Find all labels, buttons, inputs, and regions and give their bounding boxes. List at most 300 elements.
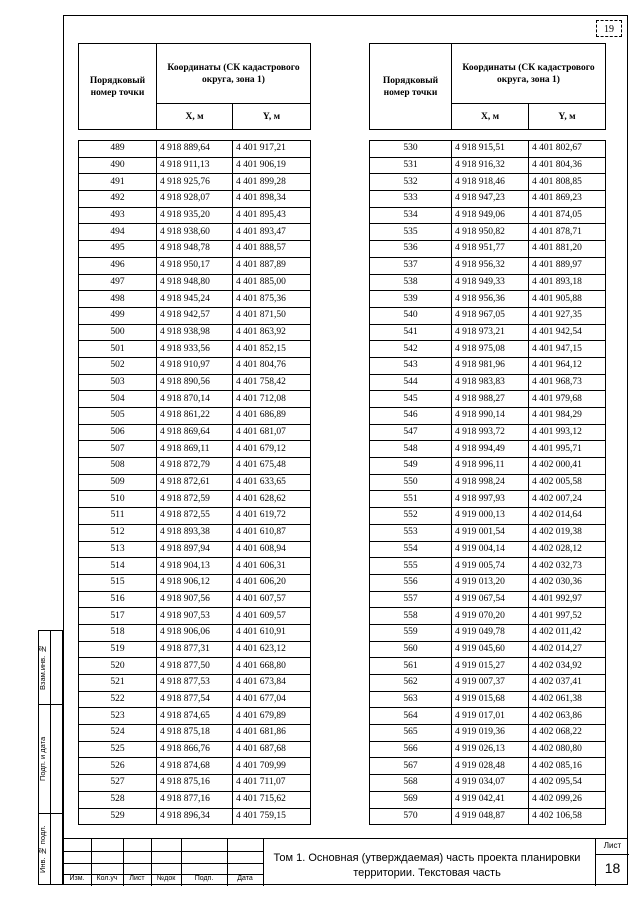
- point-number-cell: 531: [370, 157, 452, 174]
- point-number-cell: 569: [370, 791, 452, 808]
- point-number-cell: 555: [370, 558, 452, 575]
- col-list: Лист: [129, 875, 145, 882]
- x-cell: 4 918 988,27: [452, 391, 529, 408]
- x-cell: 4 918 956,36: [452, 291, 529, 308]
- table-row: [370, 207, 606, 224]
- table-row: [79, 357, 311, 374]
- x-cell: 4 918 890,56: [157, 374, 233, 391]
- table-row: [79, 791, 311, 808]
- x-cell: 4 918 928,07: [157, 191, 233, 208]
- point-number-cell: 557: [370, 591, 452, 608]
- table-row: [79, 691, 311, 708]
- x-cell: 4 918 869,64: [157, 424, 233, 441]
- x-cell: 4 918 907,53: [157, 608, 233, 625]
- label-vzam-inv: Взам.инв. №: [38, 644, 47, 691]
- point-number-cell: 558: [370, 608, 452, 625]
- header-x: X, м: [157, 104, 233, 130]
- point-number-cell: 534: [370, 207, 452, 224]
- x-cell: 4 918 949,33: [452, 274, 529, 291]
- x-cell: 4 918 993,72: [452, 424, 529, 441]
- x-cell: 4 918 911,13: [157, 157, 233, 174]
- y-cell: 4 401 968,73: [529, 374, 606, 391]
- y-cell: 4 401 979,68: [529, 391, 606, 408]
- y-cell: 4 401 906,19: [233, 157, 311, 174]
- point-number-cell: 528: [79, 791, 157, 808]
- point-number-cell: 515: [79, 574, 157, 591]
- x-cell: 4 918 893,38: [157, 524, 233, 541]
- x-cell: 4 918 877,50: [157, 658, 233, 675]
- point-number-cell: 509: [79, 474, 157, 491]
- y-cell: 4 401 917,21: [233, 141, 311, 158]
- y-cell: 4 401 881,20: [529, 241, 606, 258]
- x-cell: 4 918 975,08: [452, 341, 529, 358]
- table-row: [370, 691, 606, 708]
- header-coordinates: Координаты (СК кадастрового округа, зона 1): [157, 44, 311, 104]
- x-cell: 4 918 874,65: [157, 708, 233, 725]
- y-cell: 4 402 007,24: [529, 491, 606, 508]
- point-number-cell: 519: [79, 641, 157, 658]
- table-row: [79, 424, 311, 441]
- point-number-cell: 538: [370, 274, 452, 291]
- x-cell: 4 919 005,74: [452, 558, 529, 575]
- x-cell: 4 918 938,60: [157, 224, 233, 241]
- table-row: [370, 441, 606, 458]
- point-number-cell: 502: [79, 357, 157, 374]
- point-number-cell: 537: [370, 257, 452, 274]
- col-ndok: №док: [156, 875, 176, 882]
- point-number-cell: 497: [79, 274, 157, 291]
- point-number-cell: 565: [370, 725, 452, 742]
- point-number-cell: 506: [79, 424, 157, 441]
- x-cell: 4 919 048,87: [452, 808, 529, 825]
- x-cell: 4 918 935,20: [157, 207, 233, 224]
- point-number-cell: 549: [370, 458, 452, 475]
- y-cell: 4 401 992,97: [529, 591, 606, 608]
- x-cell: 4 919 015,27: [452, 658, 529, 675]
- x-cell: 4 919 004,14: [452, 541, 529, 558]
- point-number-cell: 527: [79, 775, 157, 792]
- x-cell: 4 918 906,12: [157, 574, 233, 591]
- table-row: [370, 725, 606, 742]
- point-number-cell: 516: [79, 591, 157, 608]
- point-number-cell: 566: [370, 741, 452, 758]
- x-cell: 4 918 996,11: [452, 458, 529, 475]
- table-row: [79, 574, 311, 591]
- table-row: [79, 741, 311, 758]
- y-cell: 4 401 893,47: [233, 224, 311, 241]
- table-row: [79, 174, 311, 191]
- y-cell: 4 401 993,12: [529, 424, 606, 441]
- point-number-cell: 525: [79, 741, 157, 758]
- point-number-cell: 508: [79, 458, 157, 475]
- point-number-cell: 553: [370, 524, 452, 541]
- point-number-cell: 526: [79, 758, 157, 775]
- header-y: Y, м: [233, 104, 311, 130]
- header-point-number: Порядковый номер точки: [79, 44, 157, 130]
- x-cell: 4 918 877,53: [157, 675, 233, 692]
- point-number-cell: 563: [370, 691, 452, 708]
- y-cell: 4 401 997,52: [529, 608, 606, 625]
- y-cell: 4 402 095,54: [529, 775, 606, 792]
- table-row: [79, 224, 311, 241]
- y-cell: 4 401 871,50: [233, 307, 311, 324]
- y-cell: 4 402 000,41: [529, 458, 606, 475]
- y-cell: 4 402 085,16: [529, 758, 606, 775]
- table-row: [370, 141, 606, 158]
- table-row: [370, 591, 606, 608]
- table-row: [79, 558, 311, 575]
- y-cell: 4 402 011,42: [529, 624, 606, 641]
- y-cell: 4 402 028,12: [529, 541, 606, 558]
- x-cell: 4 919 034,07: [452, 775, 529, 792]
- y-cell: 4 401 633,65: [233, 474, 311, 491]
- point-number-cell: 547: [370, 424, 452, 441]
- table-row: [79, 491, 311, 508]
- point-number-cell: 524: [79, 725, 157, 742]
- table-row: [370, 374, 606, 391]
- y-cell: 4 401 889,97: [529, 257, 606, 274]
- x-cell: 4 918 877,54: [157, 691, 233, 708]
- y-cell: 4 401 984,29: [529, 408, 606, 425]
- y-cell: 4 401 964,12: [529, 357, 606, 374]
- y-cell: 4 401 899,28: [233, 174, 311, 191]
- table-row: [79, 141, 311, 158]
- label-podp-data: Подп. и дата: [38, 736, 47, 782]
- header-point-number: Порядковый номер точки: [370, 44, 452, 130]
- point-number-cell: 546: [370, 408, 452, 425]
- y-cell: 4 402 061,38: [529, 691, 606, 708]
- point-number-cell: 551: [370, 491, 452, 508]
- x-cell: 4 919 045,60: [452, 641, 529, 658]
- x-cell: 4 918 950,17: [157, 257, 233, 274]
- table-row: [370, 775, 606, 792]
- y-cell: 4 401 852,15: [233, 341, 311, 358]
- point-number-cell: 562: [370, 675, 452, 692]
- y-cell: 4 401 687,68: [233, 741, 311, 758]
- x-cell: 4 918 872,61: [157, 474, 233, 491]
- point-number-cell: 520: [79, 658, 157, 675]
- y-cell: 4 401 679,12: [233, 441, 311, 458]
- x-cell: 4 918 997,93: [452, 491, 529, 508]
- table-row: [370, 291, 606, 308]
- x-cell: 4 919 026,13: [452, 741, 529, 758]
- y-cell: 4 401 628,62: [233, 491, 311, 508]
- table-row: [79, 808, 311, 825]
- table-row: [370, 708, 606, 725]
- x-cell: 4 918 950,82: [452, 224, 529, 241]
- y-cell: 4 401 863,92: [233, 324, 311, 341]
- point-number-cell: 530: [370, 141, 452, 158]
- point-number-cell: 511: [79, 508, 157, 525]
- table-row: [79, 257, 311, 274]
- x-cell: 4 918 896,34: [157, 808, 233, 825]
- table-row: [370, 508, 606, 525]
- top-page-number: 19: [596, 20, 622, 37]
- y-cell: 4 401 709,99: [233, 758, 311, 775]
- y-cell: 4 401 668,80: [233, 658, 311, 675]
- y-cell: 4 402 014,27: [529, 641, 606, 658]
- point-number-cell: 510: [79, 491, 157, 508]
- y-cell: 4 401 679,89: [233, 708, 311, 725]
- y-cell: 4 401 711,07: [233, 775, 311, 792]
- point-number-cell: 503: [79, 374, 157, 391]
- x-cell: 4 918 994,49: [452, 441, 529, 458]
- y-cell: 4 402 032,73: [529, 558, 606, 575]
- y-cell: 4 401 887,89: [233, 257, 311, 274]
- x-cell: 4 918 918,46: [452, 174, 529, 191]
- x-cell: 4 919 013,20: [452, 574, 529, 591]
- x-cell: 4 918 897,94: [157, 541, 233, 558]
- table-row: [370, 658, 606, 675]
- point-number-cell: 514: [79, 558, 157, 575]
- table-row: [79, 291, 311, 308]
- table-row: [79, 241, 311, 258]
- y-cell: 4 401 606,20: [233, 574, 311, 591]
- y-cell: 4 401 804,76: [233, 357, 311, 374]
- y-cell: 4 401 715,62: [233, 791, 311, 808]
- x-cell: 4 918 866,76: [157, 741, 233, 758]
- point-number-cell: 489: [79, 141, 157, 158]
- point-number-cell: 492: [79, 191, 157, 208]
- y-cell: 4 401 677,04: [233, 691, 311, 708]
- table-row: [370, 624, 606, 641]
- x-cell: 4 918 990,14: [452, 408, 529, 425]
- x-cell: 4 918 915,51: [452, 141, 529, 158]
- coordinates-table-right: [369, 43, 606, 825]
- table-row: [370, 558, 606, 575]
- y-cell: 4 401 607,57: [233, 591, 311, 608]
- table-row: [370, 758, 606, 775]
- table-row: [79, 474, 311, 491]
- table-row: [370, 524, 606, 541]
- table-row: [79, 307, 311, 324]
- x-cell: 4 918 998,24: [452, 474, 529, 491]
- point-number-cell: 560: [370, 641, 452, 658]
- x-cell: 4 918 916,32: [452, 157, 529, 174]
- x-cell: 4 918 948,78: [157, 241, 233, 258]
- point-number-cell: 495: [79, 241, 157, 258]
- y-cell: 4 401 619,72: [233, 508, 311, 525]
- x-cell: 4 919 042,41: [452, 791, 529, 808]
- point-number-cell: 494: [79, 224, 157, 241]
- table-row: [370, 241, 606, 258]
- point-number-cell: 545: [370, 391, 452, 408]
- y-cell: 4 401 758,42: [233, 374, 311, 391]
- table-row: [79, 374, 311, 391]
- x-cell: 4 918 872,79: [157, 458, 233, 475]
- x-cell: 4 919 067,54: [452, 591, 529, 608]
- table-row: [370, 224, 606, 241]
- x-cell: 4 918 949,06: [452, 207, 529, 224]
- header-x: X, м: [452, 104, 529, 130]
- table-row: [79, 675, 311, 692]
- x-cell: 4 918 951,77: [452, 241, 529, 258]
- y-cell: 4 402 106,58: [529, 808, 606, 825]
- table-row: [370, 408, 606, 425]
- title-block: [63, 838, 628, 886]
- x-cell: 4 918 967,05: [452, 307, 529, 324]
- x-cell: 4 919 070,20: [452, 608, 529, 625]
- point-number-cell: 501: [79, 341, 157, 358]
- y-cell: 4 402 068,22: [529, 725, 606, 742]
- y-cell: 4 401 802,67: [529, 141, 606, 158]
- x-cell: 4 918 933,56: [157, 341, 233, 358]
- x-cell: 4 918 947,23: [452, 191, 529, 208]
- table-row: [370, 608, 606, 625]
- table-row: [79, 708, 311, 725]
- point-number-cell: 518: [79, 624, 157, 641]
- point-number-cell: 529: [79, 808, 157, 825]
- col-podp: Подп.: [194, 875, 214, 882]
- point-number-cell: 504: [79, 391, 157, 408]
- x-cell: 4 918 869,11: [157, 441, 233, 458]
- y-cell: 4 401 610,87: [233, 524, 311, 541]
- point-number-cell: 490: [79, 157, 157, 174]
- table-row: [79, 191, 311, 208]
- point-number-cell: 512: [79, 524, 157, 541]
- point-number-cell: 539: [370, 291, 452, 308]
- table-row: [370, 808, 606, 825]
- point-number-cell: 535: [370, 224, 452, 241]
- y-cell: 4 401 606,31: [233, 558, 311, 575]
- x-cell: 4 918 861,22: [157, 408, 233, 425]
- y-cell: 4 401 673,84: [233, 675, 311, 692]
- table-row: [370, 541, 606, 558]
- table-row: [79, 758, 311, 775]
- point-number-cell: 552: [370, 508, 452, 525]
- point-number-cell: 540: [370, 307, 452, 324]
- table-row: [370, 324, 606, 341]
- side-stamp: [38, 630, 63, 885]
- y-cell: 4 401 759,15: [233, 808, 311, 825]
- coordinates-table-left: [78, 43, 311, 825]
- y-cell: 4 401 927,35: [529, 307, 606, 324]
- y-cell: 4 402 080,80: [529, 741, 606, 758]
- point-number-cell: 554: [370, 541, 452, 558]
- point-number-cell: 567: [370, 758, 452, 775]
- col-izm: Изм.: [69, 875, 85, 882]
- y-cell: 4 401 808,85: [529, 174, 606, 191]
- header-y: Y, м: [529, 104, 606, 130]
- table-row: [370, 791, 606, 808]
- label-inv-podl: Инв. № подл.: [38, 825, 47, 873]
- x-cell: 4 918 925,76: [157, 174, 233, 191]
- y-cell: 4 401 885,00: [233, 274, 311, 291]
- point-number-cell: 496: [79, 257, 157, 274]
- table-row: [79, 408, 311, 425]
- y-cell: 4 401 995,71: [529, 441, 606, 458]
- table-row: [370, 574, 606, 591]
- y-cell: 4 401 888,57: [233, 241, 311, 258]
- point-number-cell: 498: [79, 291, 157, 308]
- x-cell: 4 919 000,13: [452, 508, 529, 525]
- y-cell: 4 401 947,15: [529, 341, 606, 358]
- table-row: [370, 307, 606, 324]
- y-cell: 4 401 893,18: [529, 274, 606, 291]
- sheet-label: Лист: [603, 841, 622, 850]
- x-cell: 4 918 877,31: [157, 641, 233, 658]
- table-row: [370, 458, 606, 475]
- y-cell: 4 401 675,48: [233, 458, 311, 475]
- x-cell: 4 918 874,68: [157, 758, 233, 775]
- col-kol-uch: Кол.уч: [96, 875, 118, 882]
- table-row: [79, 658, 311, 675]
- point-number-cell: 523: [79, 708, 157, 725]
- x-cell: 4 918 872,55: [157, 508, 233, 525]
- x-cell: 4 918 945,24: [157, 291, 233, 308]
- x-cell: 4 918 948,80: [157, 274, 233, 291]
- table-row: [79, 624, 311, 641]
- sheet-number: 18: [604, 860, 621, 876]
- x-cell: 4 918 910,97: [157, 357, 233, 374]
- table-row: [79, 458, 311, 475]
- y-cell: 4 401 686,89: [233, 408, 311, 425]
- table-row: [370, 675, 606, 692]
- x-cell: 4 918 907,56: [157, 591, 233, 608]
- point-number-cell: 556: [370, 574, 452, 591]
- table-row: [79, 324, 311, 341]
- y-cell: 4 401 712,08: [233, 391, 311, 408]
- x-cell: 4 918 956,32: [452, 257, 529, 274]
- table-row: [370, 424, 606, 441]
- table-row: [79, 725, 311, 742]
- table-row: [370, 391, 606, 408]
- y-cell: 4 401 905,88: [529, 291, 606, 308]
- table-row: [79, 391, 311, 408]
- point-number-cell: 541: [370, 324, 452, 341]
- point-number-cell: 513: [79, 541, 157, 558]
- point-number-cell: 507: [79, 441, 157, 458]
- point-number-cell: 522: [79, 691, 157, 708]
- point-number-cell: 548: [370, 441, 452, 458]
- table-row: [79, 541, 311, 558]
- y-cell: 4 402 030,36: [529, 574, 606, 591]
- point-number-cell: 505: [79, 408, 157, 425]
- y-cell: 4 401 609,57: [233, 608, 311, 625]
- point-number-cell: 550: [370, 474, 452, 491]
- x-cell: 4 918 983,83: [452, 374, 529, 391]
- x-cell: 4 918 877,16: [157, 791, 233, 808]
- table-row: [370, 474, 606, 491]
- point-number-cell: 500: [79, 324, 157, 341]
- table-row: [370, 741, 606, 758]
- y-cell: 4 401 875,36: [233, 291, 311, 308]
- point-number-cell: 544: [370, 374, 452, 391]
- x-cell: 4 919 015,68: [452, 691, 529, 708]
- point-number-cell: 570: [370, 808, 452, 825]
- col-data: Дата: [237, 875, 253, 882]
- x-cell: 4 918 906,06: [157, 624, 233, 641]
- table-row: [370, 641, 606, 658]
- title-block-grid: [63, 839, 263, 886]
- table-row: [79, 608, 311, 625]
- point-number-cell: 542: [370, 341, 452, 358]
- y-cell: 4 401 681,07: [233, 424, 311, 441]
- y-cell: 4 402 014,64: [529, 508, 606, 525]
- y-cell: 4 402 037,41: [529, 675, 606, 692]
- y-cell: 4 401 869,23: [529, 191, 606, 208]
- table-row: [79, 508, 311, 525]
- x-cell: 4 918 904,13: [157, 558, 233, 575]
- table-row: [370, 191, 606, 208]
- x-cell: 4 918 981,96: [452, 357, 529, 374]
- point-number-cell: 561: [370, 658, 452, 675]
- y-cell: 4 402 063,86: [529, 708, 606, 725]
- x-cell: 4 918 973,21: [452, 324, 529, 341]
- x-cell: 4 918 875,18: [157, 725, 233, 742]
- header-coordinates: Координаты (СК кадастрового округа, зона 1): [452, 44, 606, 104]
- point-number-cell: 564: [370, 708, 452, 725]
